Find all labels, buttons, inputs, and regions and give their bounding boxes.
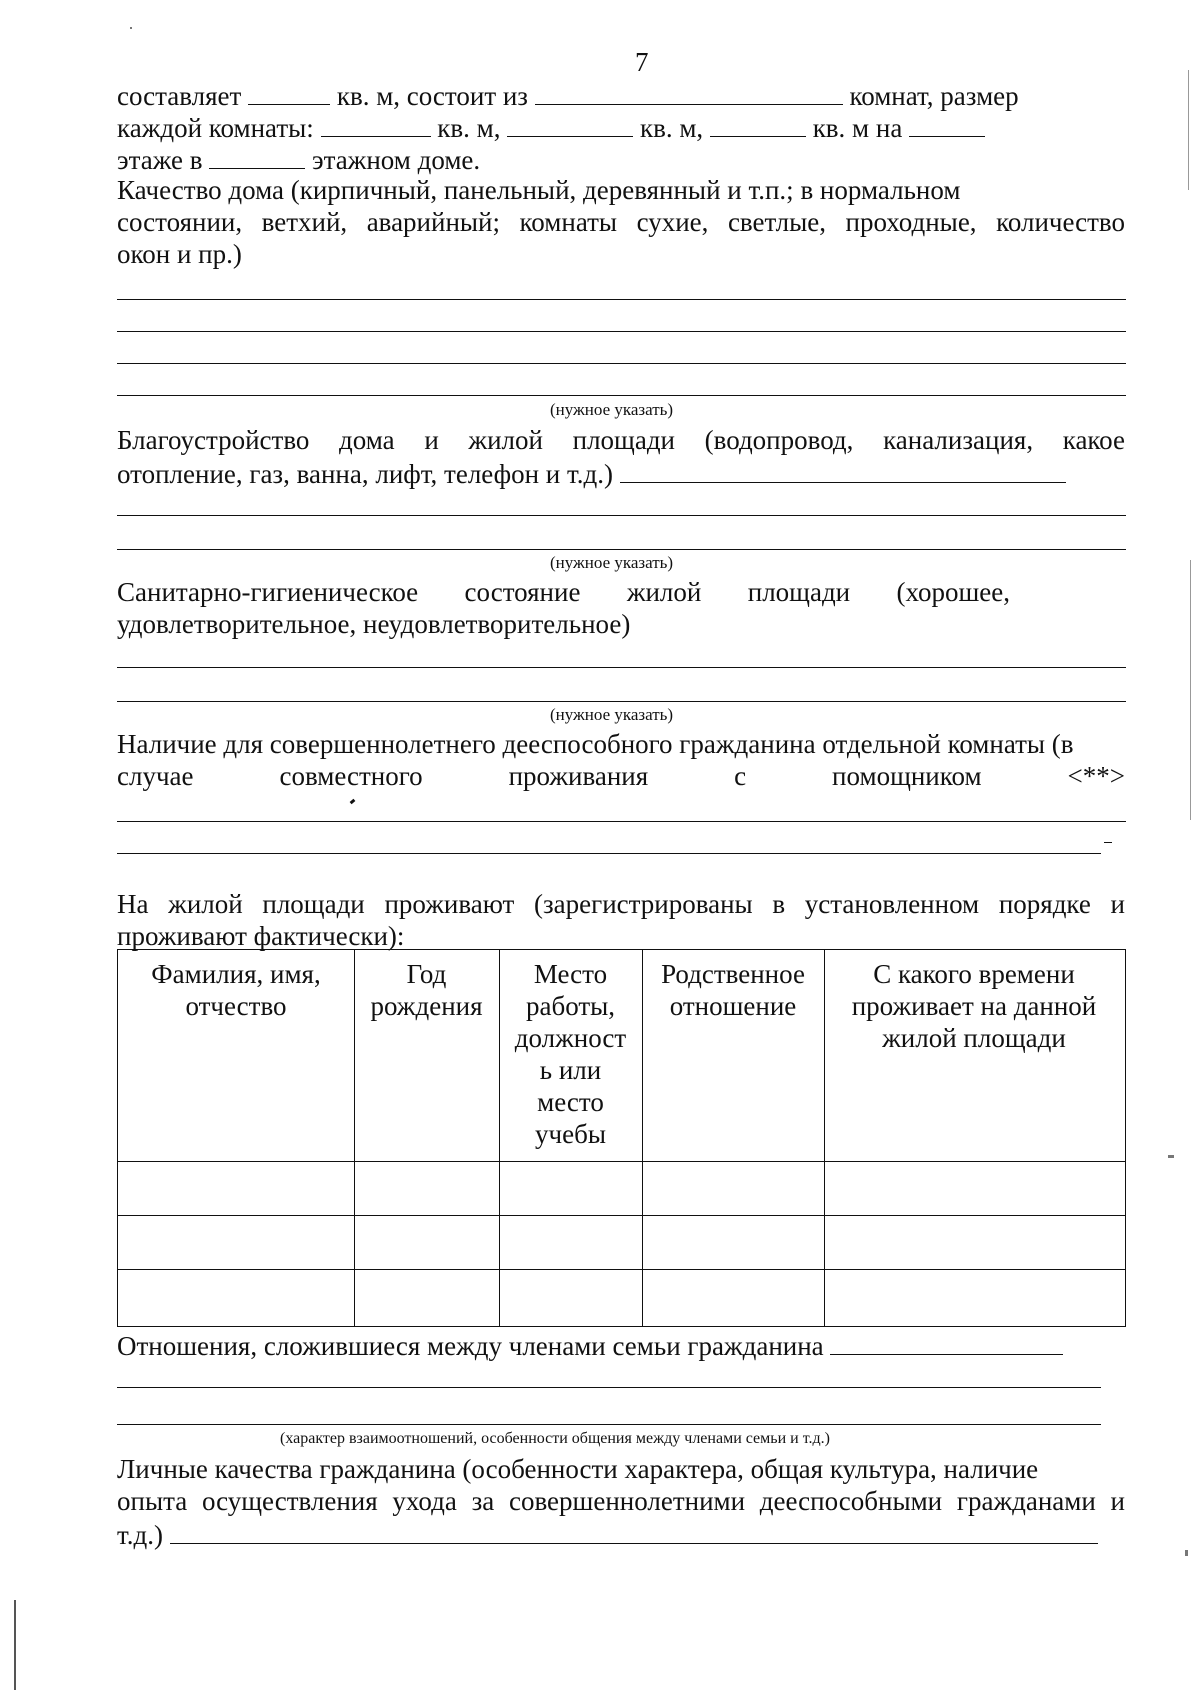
header-text: отчество [185,991,287,1021]
personal-field[interactable] [170,1517,1098,1544]
table-row-divider [118,1269,1125,1270]
quality-line-3: окон и пр.) [117,239,242,269]
label-text: составляет [117,81,242,111]
label-text: комнат, размер [849,81,1019,111]
room-line-1: Наличие для совершеннолетнего дееспособного гражданина отдельной комнаты (в [117,729,1074,759]
relations-hint: (характер взаимоотношений, особенности общения между членами семьи и т.д.) [280,1430,830,1447]
label-text: этажном доме. [311,145,481,175]
room-answer-line-2[interactable] [117,853,1101,854]
header-text: место [537,1087,604,1117]
room-size-field-1[interactable] [321,110,431,137]
label-text: этаже в [117,145,203,175]
relations-line [117,1328,1063,1363]
quality-line-1: Качество дома (кирпичный, панельный, деревянный и т.п.; в нормальном [117,175,961,205]
header-text: С какого времени [873,959,1075,989]
building-floors-field[interactable] [209,142,305,169]
sanitary-answer-line-1[interactable] [117,667,1126,668]
header-text: Фамилия, имя, [151,959,321,989]
residents-line-1: На жилой площади проживают (зарегистрированы в установленном порядке и [117,889,1125,919]
hint-text: (нужное указать) [550,705,674,724]
relations-field[interactable] [830,1328,1063,1355]
quality-answer-line-4[interactable] [117,395,1126,396]
room-size-field-3[interactable] [710,110,806,137]
header-text: учебы [535,1119,606,1149]
header-text: рождения [370,991,483,1021]
header-text: Место [533,959,608,989]
label-text: кв. м на [812,113,903,143]
personal-line-1: Личные качества гражданина (особенности характера, общая культура, наличие [117,1454,1039,1484]
header-text: работы, [525,991,616,1021]
label-text: т.д.) [117,1520,163,1550]
header-text: должност [514,1023,627,1053]
dash-mark [1104,842,1112,843]
header-text: отношение [669,991,797,1021]
table-header-cell [354,958,499,1022]
relations-answer-line-1[interactable] [117,1387,1101,1388]
sanitary-line-2: удовлетворительное, неудовлетворительное) [117,609,631,639]
amenities-field[interactable] [620,456,1066,483]
scan-speck [130,27,132,29]
table-row-divider [118,1161,1125,1162]
page-number: 7 [635,47,649,77]
amenities-line-1: Благоустройство дома и жилой площади (водопровод, канализация, какое [117,425,1125,455]
total-area-field[interactable] [248,78,330,105]
scan-edge [1188,70,1189,190]
table-row-divider [118,1215,1125,1216]
quality-line-2: состоянии, ветхий, аварийный; комнаты сухие, светлые, проходные, количество [117,207,1125,237]
quality-answer-line-2[interactable] [117,331,1126,332]
header-text: жилой площади [882,1023,1066,1053]
amenities-line-2 [117,456,1066,491]
table-header-cell [824,958,1124,1054]
hint-text: (нужное указать) [550,553,674,572]
label-text: кв. м, состоит из [336,81,528,111]
label-text: кв. м, [437,113,501,143]
amenities-answer-line-1[interactable] [117,515,1126,516]
scan-edge [14,1600,16,1690]
amenities-answer-line-2[interactable] [117,549,1126,550]
header-text: Год [406,959,447,989]
scan-speck [350,799,356,805]
personal-line-3 [117,1517,1098,1552]
residents-line-2: проживают фактически): [117,921,405,951]
table-header-cell [118,958,354,1022]
table-header-cell [499,958,642,1150]
room-size-field-2[interactable] [507,110,633,137]
label-text: кв. м, [639,113,704,143]
relations-answer-line-2[interactable] [117,1424,1101,1425]
scan-speck [1185,1550,1188,1556]
scan-speck [1168,1155,1174,1158]
quality-answer-line-3[interactable] [117,363,1126,364]
sanitary-line-1: Санитарно-гигиеническое состояние жилой площади (хорошее, [117,577,1010,607]
area-line [117,78,1019,113]
rooms-count-field[interactable] [535,78,843,105]
room-answer-line-1[interactable] [117,821,1126,822]
header-text: проживает на данной [851,991,1097,1021]
label-text: отопление, газ, ванна, лифт, телефон и т.д.) [117,459,614,489]
floor-field[interactable] [909,110,985,137]
personal-line-2: опыта осуществления ухода за совершеннолетними дееспособными гражданами и [117,1486,1125,1516]
hint-text: (нужное указать) [550,400,674,419]
label-text: каждой комнаты: [117,113,314,143]
room-sizes-line [117,110,985,145]
table-header-cell [642,958,824,1022]
label-text: Отношения, сложившиеся между членами семьи гражданина [117,1331,824,1361]
scan-edge [1190,560,1191,820]
sanitary-answer-line-2[interactable] [117,701,1126,702]
header-text: ь или [539,1055,602,1085]
floors-line [117,142,480,177]
header-text: Родственное [661,959,805,989]
room-line-2: случае совместного проживания с помощником <**> [117,761,1125,791]
residents-table [117,949,1126,1327]
quality-answer-line-1[interactable] [117,299,1126,300]
